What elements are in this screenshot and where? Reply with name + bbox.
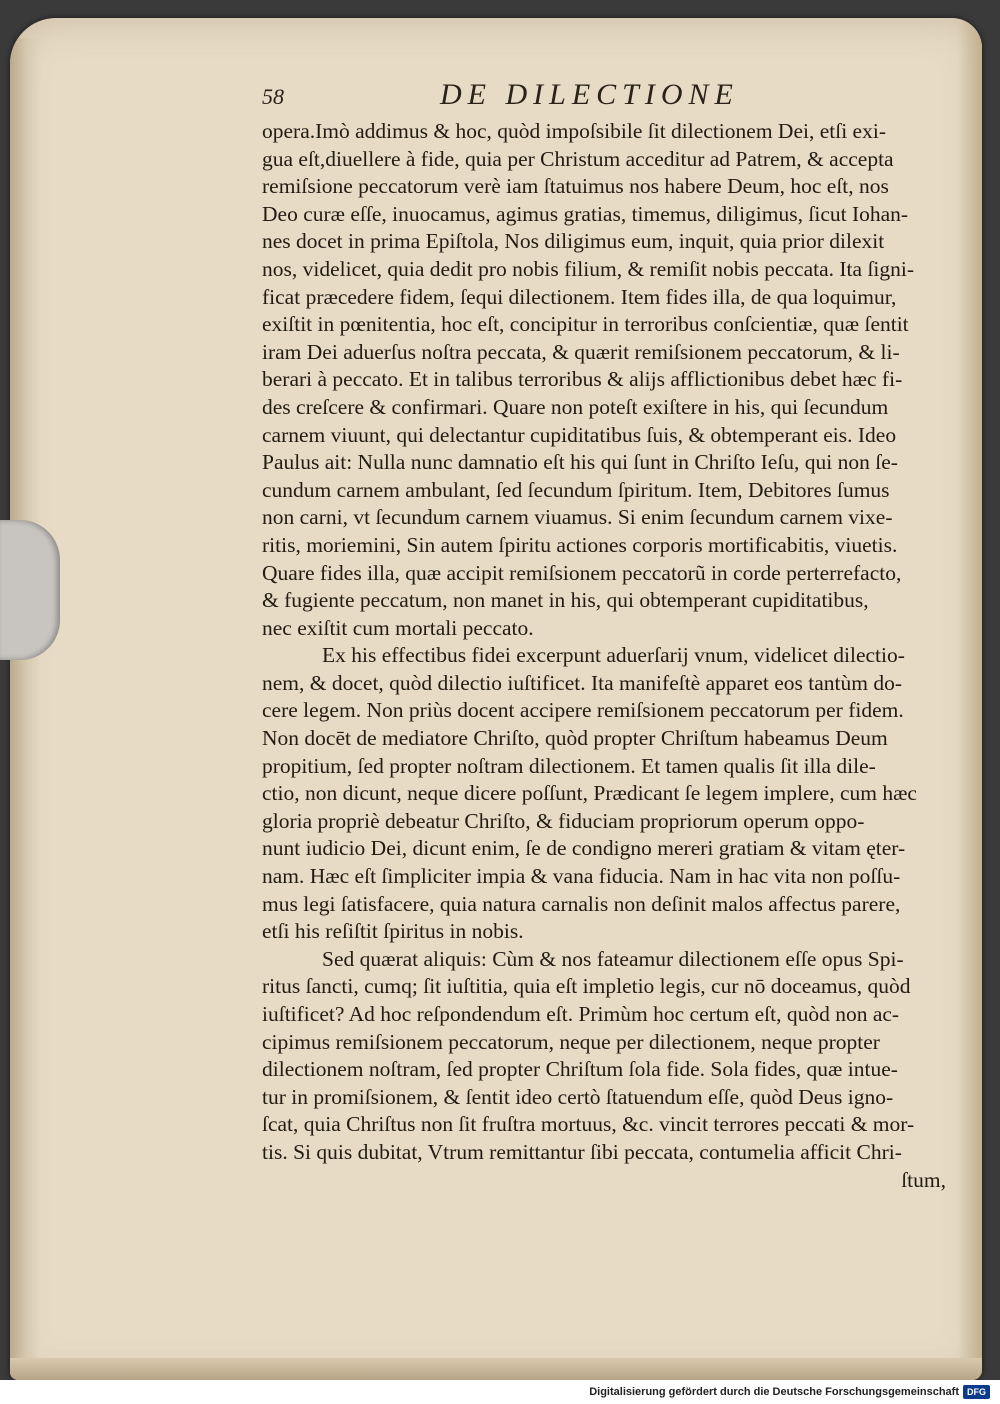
footer-credit: Digitalisierung gefördert durch die Deutsche Forschungsgemeinschaft [589,1386,959,1398]
text-line: ſcat, quia Chriſtus non ſit fruſtra mortuus, &c. vincit terrores peccati & mor- [262,1112,915,1137]
text-line: etſi his reſiſtit ſpiritus in nobis. [262,919,524,944]
text-line: Sed quærat aliquis: Cùm & nos fateamur dilectionem eſſe opus Spi- [322,946,904,971]
dfg-logo[interactable]: DFG [963,1385,990,1399]
text-line: Deo curæ eſſe, inuocamus, agimus gratias, timemus, diligimus, ſicut Iohan- [262,201,909,226]
text-line: nec exiſtit cum mortali peccato. [262,615,534,640]
text-line: des creſcere & confirmari. Quare non poteſt exiſtere in his, qui ſecundum [262,394,889,419]
text-line: exiſtit in pœnitentia, hoc eſt, concipitur in terroribus conſcientiæ, quæ ſentit [262,312,909,337]
text-line: Quare fides illa, quæ accipit remiſsionem peccatorũ in corde perterrefacto, [262,560,902,585]
text-line: ſtum, [901,1167,946,1192]
body-text [262,118,974,1194]
text-line: tur in promiſsionem, & ſentit ideo certò ſtatuendum eſſe, quòd Deus igno- [262,1084,894,1109]
text-line: ctio, non dicunt, neque dicere poſſunt, Prædicant ſe legem implere, cum hæc [262,781,917,806]
text-line: Ex his effectibus fidei excerpunt aduerſarij vnum, videlicet dilectio- [322,643,905,668]
text-line: iram Dei aduerſus noſtra peccata, & quærit remiſsionem peccatorum, & li- [262,339,900,364]
running-head: DE DILECTIONE [440,78,739,111]
page-left-edge [10,38,40,1378]
text-line: remiſsione peccatorum verè iam ſtatuimus nos habere Deum, hoc eſt, nos [262,174,889,199]
text-line: iuſtificet? Ad hoc reſpondendum eſt. Primùm hoc certum eſt, quòd non ac- [262,1002,900,1026]
text-line: gloria propriè debeatur Chriſto, & fiduciam propriorum operum oppo- [262,808,865,833]
text-line: dilectionem noſtram, ſed propter Chriſtum ſola fide. Sola fides, quæ intue- [262,1057,898,1082]
text-line: cundum carnem ambulant, ſed ſecundum ſpiritum. Item, Debitores ſumus [262,477,890,502]
text-line: berari à peccato. Et in talibus terroribus & alijs afflictionibus debet hæc fi- [262,367,903,392]
text-line: nos, videlicet, quia dedit pro nobis filium, & remiſit nobis peccata. Ita ſigni- [262,256,915,281]
text-line: tis. Si quis dubitat, Vtrum remittantur ſibi peccata, contumelia afficit Chri- [262,1139,902,1164]
text-line: & fugiente peccatum, non manet in his, qui obtemperant cupiditatibus, [262,588,869,613]
text-line: cere legem. Non priùs docent accipere remiſsionem peccatorum per fidem. [262,698,904,723]
text-line: nem, & docet, quòd dilectio iuſtificet. Ita manifeſtè apparet eos tantùm do- [262,670,903,695]
text-line: ritis, moriemini, Sin autem ſpiritu actiones corporis mortificabitis, viuetis. [262,532,898,557]
text-line: nes docet in prima Epiſtola, Nos diligimus eum, inquit, quia prior dilexit [262,229,885,254]
text-line: ficat præcedere fidem, ſequi dilectionem. Item fides illa, de qua loquimur, [262,284,897,309]
text-line: Non docēt de mediatore Chriſto, quòd propter Chriſtum habeamus Deum [262,726,888,751]
page-number: 58 [262,84,284,109]
text-line: Paulus ait: Nulla nunc damnatio eſt his qui ſunt in Chriſto Ieſu, qui non ſe- [262,450,898,475]
text-line: ritus ſancti, cumq; ſit iuſtitia, quia eſt impletio legis, cur nō doceamus, quòd [262,974,911,999]
page-tab-strip [0,520,60,660]
text-line: non carni, vt ſecundum carnem viuamus. Si enim ſecundum carnem vixe- [262,505,893,530]
text-line: opera.Imò addimus & hoc, quòd impoſsibile ſit dilectionem Dei, etſi exi- [262,119,886,143]
text-line: mus legi ſatisfacere, quia natura carnalis non deſinit malos affectus parere, [262,891,901,916]
text-line: cipimus remiſsionem peccatorum, neque per dilectionem, neque propter [262,1029,880,1054]
text-line: carnem viuunt, qui delectantur cupiditatibus ſuis, & obtemperant eis. Ideo [262,422,897,447]
footer-bar [0,1380,1000,1404]
text-line: gua eſt,diuellere à fide, quia per Christum acceditur ad Patrem, & accepta [262,146,894,171]
text-line: nam. Hæc eſt ſimpliciter impia & vana fiducia. Nam in hac vita non poſſu- [262,864,901,889]
text-line: nunt iudicio Dei, dicunt enim, ſe de condigno mereri gratiam & vitam ęter- [262,836,906,861]
page-bottom-edge [10,1358,982,1380]
text-line: propitium, ſed propter noſtram dilectionem. Et tamen qualis ſit illa dile- [262,753,876,778]
